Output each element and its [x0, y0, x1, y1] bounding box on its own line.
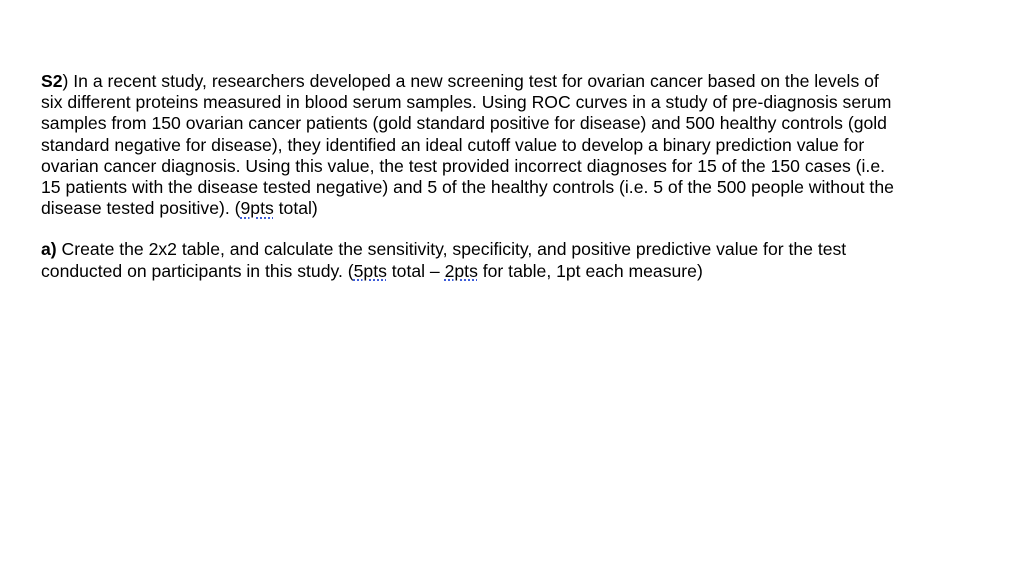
points-total-word: 9pts: [240, 198, 274, 219]
part-a-text: Create the 2x2 table, and calculate the sensitivity, specificity, and positive predictive value for the test: [56, 239, 847, 260]
question-label: S2: [41, 71, 63, 91]
slide-text-body: [41, 71, 991, 282]
part-a-points-word-2: 2pts: [444, 260, 478, 281]
question-s2-paragraph: [41, 71, 991, 219]
question-line-2: six different proteins measured in blood serum samples. Using ROC curves in a study of pre-diagnosis serum: [41, 92, 892, 113]
question-line-5: ovarian cancer diagnosis. Using this value, the test provided incorrect diagnoses for 15 of the 150 cases (i.e.: [41, 155, 885, 176]
question-line-4: standard negative for disease), they identified an ideal cutoff value to develop a binary prediction value for: [41, 134, 865, 155]
part-a-line-2-mid: total –: [386, 260, 445, 281]
part-a-line-2: [41, 261, 991, 282]
part-a-points-word-1: 5pts: [353, 260, 387, 281]
part-a-line-2-start: conducted on participants in this study. (: [41, 260, 354, 281]
part-a-line-1: [41, 239, 991, 260]
question-line-1: [41, 71, 991, 92]
question-line-6: 15 patients with the disease tested negative) and 5 of the healthy controls (i.e. 5 of the 500 people without the: [41, 177, 894, 198]
question-line-7-text: disease tested positive). (: [41, 198, 241, 219]
points-total-tail: total): [273, 198, 318, 219]
question-text: ) In a recent study, researchers developed a new screening test for ovarian cancer based on the levels of: [62, 71, 879, 91]
part-a-label: a): [41, 239, 57, 260]
question-line-3: samples from 150 ovarian cancer patients (gold standard positive for disease) and 500 healthy controls (gold: [41, 113, 887, 134]
part-a-paragraph: [41, 239, 991, 281]
question-line-7: [41, 198, 991, 219]
part-a-line-2-end: for table, 1pt each measure): [477, 260, 703, 281]
